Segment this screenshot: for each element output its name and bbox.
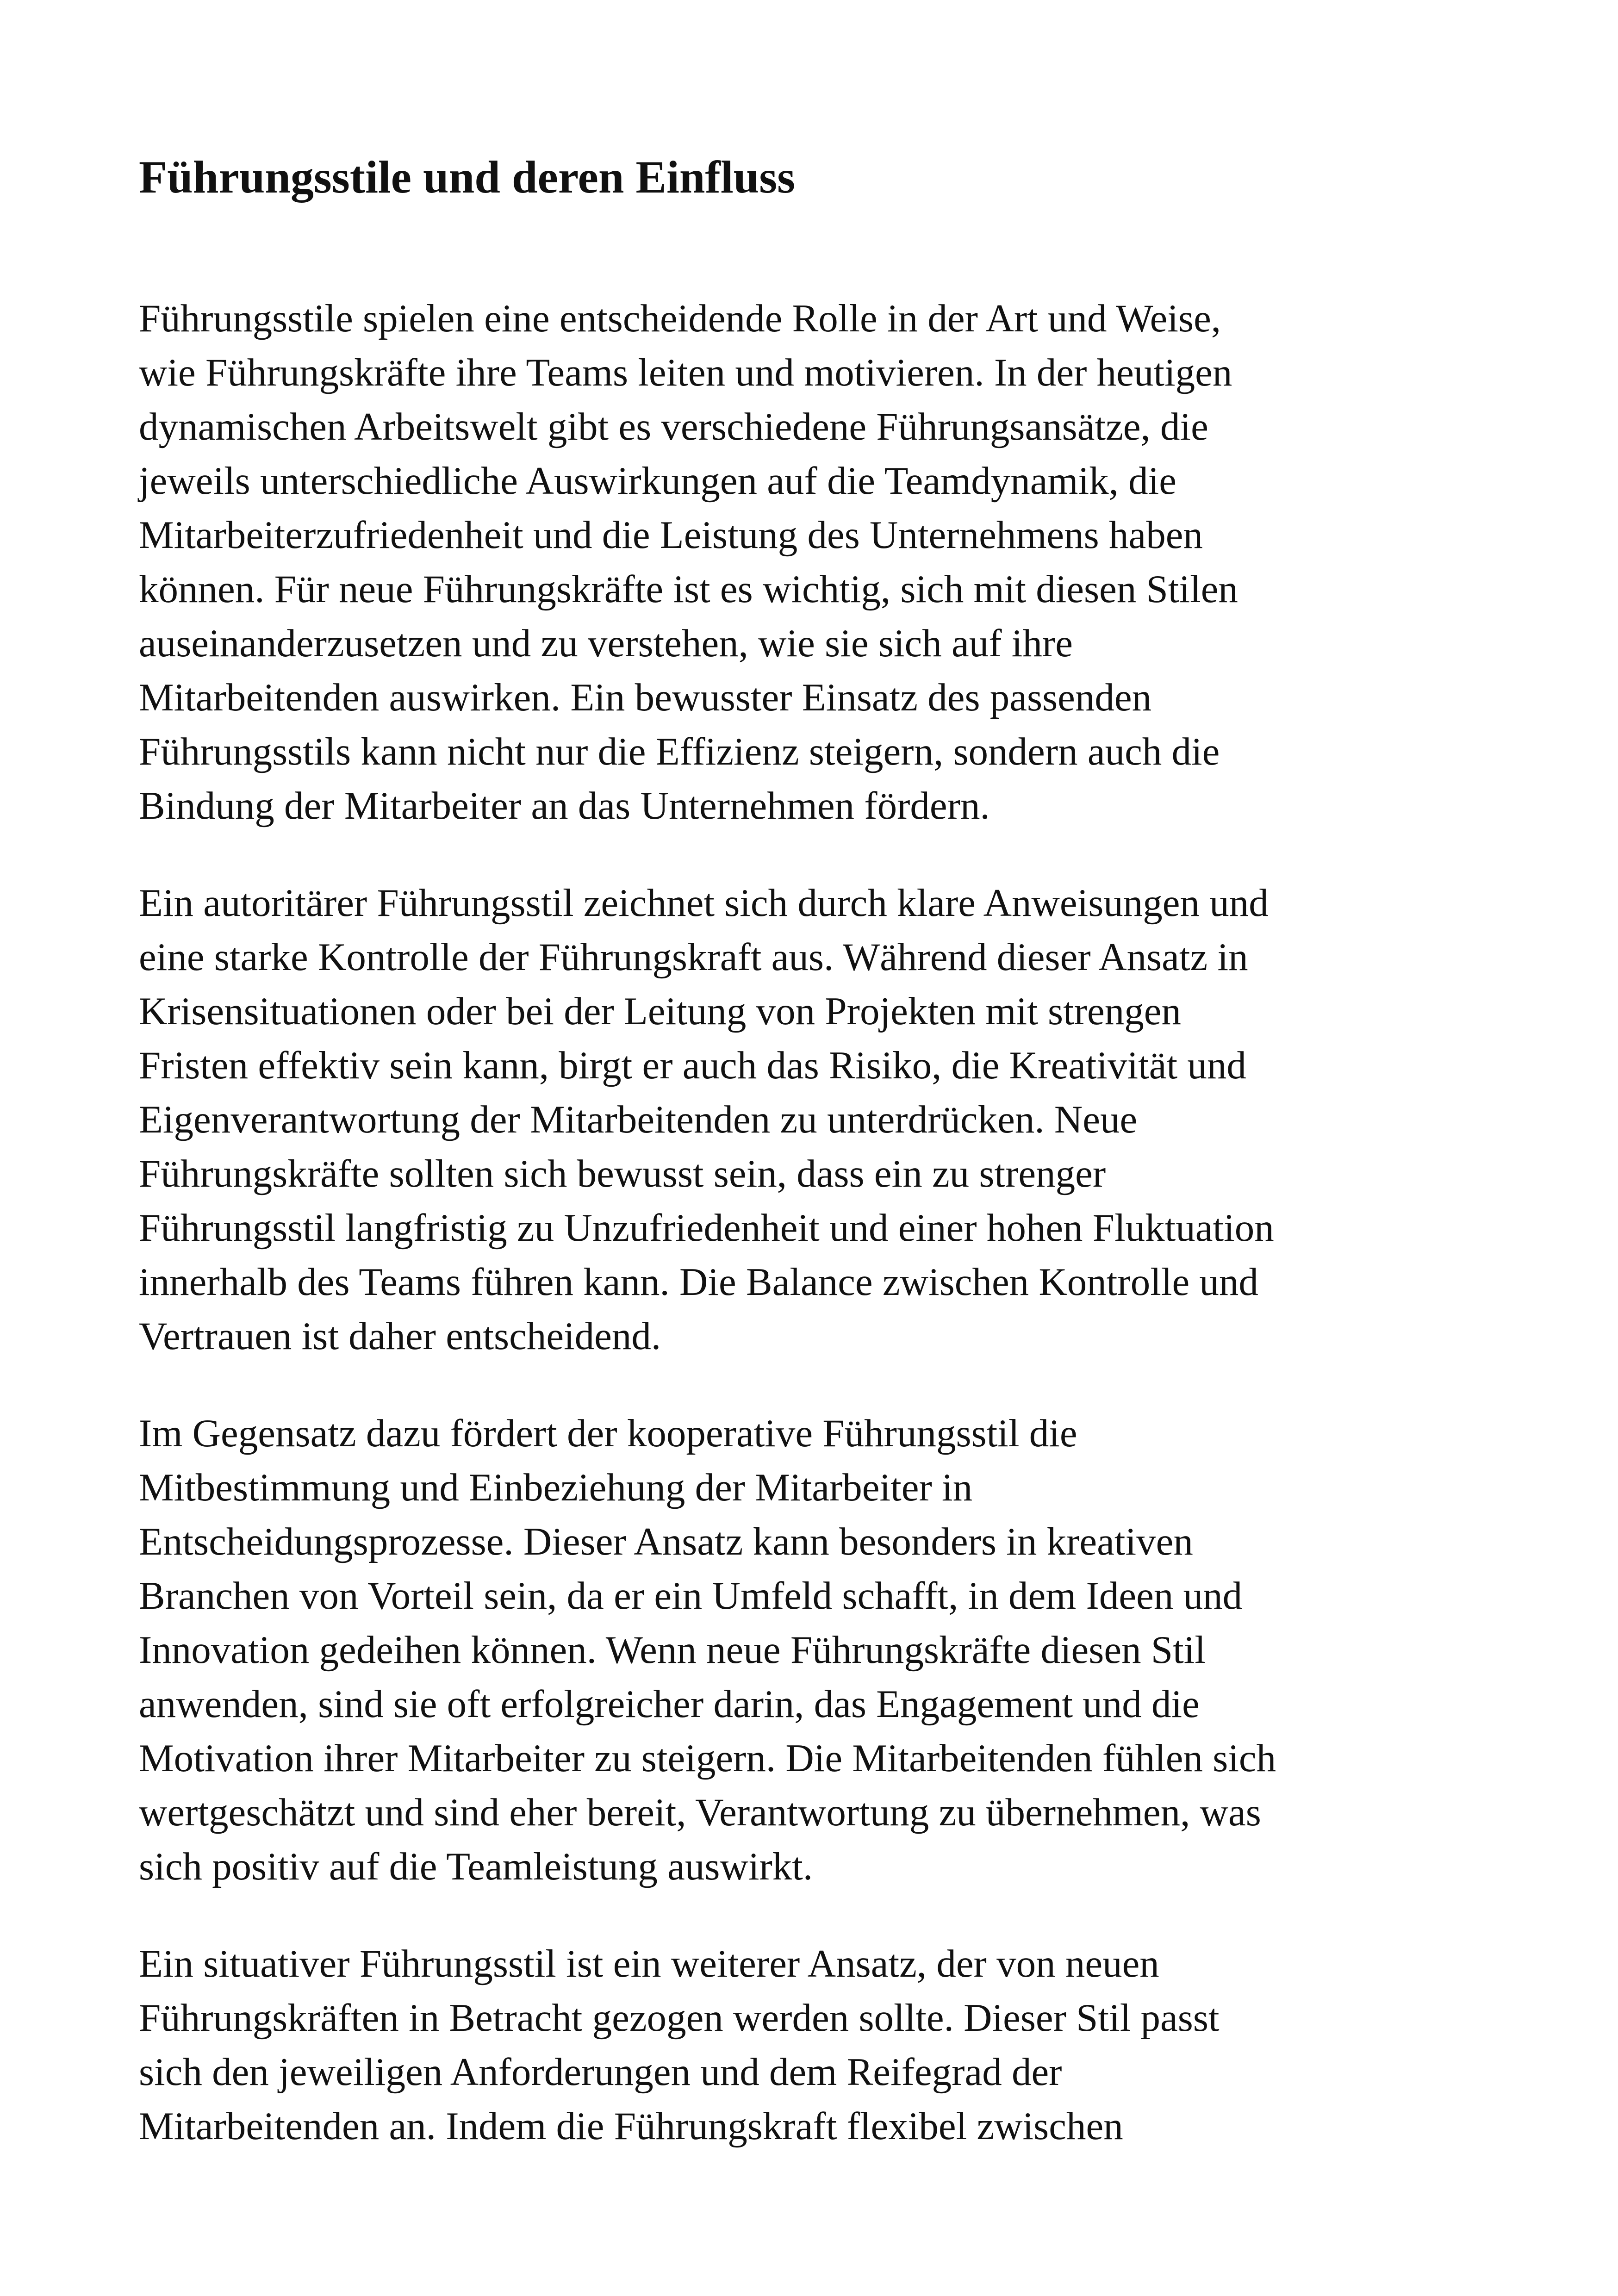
- text-line: innerhalb des Teams führen kann. Die Balance zwischen Kontrolle und: [139, 1260, 1258, 1304]
- text-line: Mitarbeiterzufriedenheit und die Leistung des Unternehmens haben: [139, 513, 1203, 557]
- text-line: Entscheidungsprozesse. Dieser Ansatz kann besonders in kreativen: [139, 1520, 1193, 1563]
- text-line: wie Führungskräfte ihre Teams leiten und motivieren. In der heutigen: [139, 351, 1232, 394]
- text-line: wertgeschätzt und sind eher bereit, Verantwortung zu übernehmen, was: [139, 1791, 1261, 1834]
- text-line: sich den jeweiligen Anforderungen und dem Reifegrad der: [139, 2050, 1062, 2094]
- text-line: Führungsstils kann nicht nur die Effizienz steigern, sondern auch die: [139, 730, 1220, 773]
- text-line: Fristen effektiv sein kann, birgt er auch das Risiko, die Kreativität und: [139, 1044, 1246, 1087]
- text-line: sich positiv auf die Teamleistung auswirkt.: [139, 1845, 813, 1888]
- text-line: Mitarbeitenden auswirken. Ein bewusster Einsatz des passenden: [139, 676, 1152, 719]
- text-line: Motivation ihrer Mitarbeiter zu steigern. Die Mitarbeitenden fühlen sich: [139, 1736, 1276, 1780]
- text-line: anwenden, sind sie oft erfolgreicher darin, das Engagement und die: [139, 1682, 1200, 1726]
- text-line: Führungsstile spielen eine entscheidende Rolle in der Art und Weise,: [139, 297, 1221, 340]
- paragraph-1: [139, 292, 1509, 833]
- text-line: können. Für neue Führungskräfte ist es wichtig, sich mit diesen Stilen: [139, 567, 1238, 611]
- paragraph-2: [139, 876, 1509, 1363]
- text-line: Vertrauen ist daher entscheidend.: [139, 1314, 661, 1358]
- text-line: Führungskräfte sollten sich bewusst sein, dass ein zu strenger: [139, 1152, 1106, 1195]
- text-line: Branchen von Vorteil sein, da er ein Umfeld schafft, in dem Ideen und: [139, 1574, 1243, 1618]
- text-line: Innovation gedeihen können. Wenn neue Führungskräfte diesen Stil: [139, 1628, 1206, 1672]
- text-line: Krisensituationen oder bei der Leitung von Projekten mit strengen: [139, 989, 1181, 1033]
- text-line: Im Gegensatz dazu fördert der kooperative Führungsstil die: [139, 1412, 1077, 1455]
- text-line: jeweils unterschiedliche Auswirkungen auf die Teamdynamik, die: [139, 459, 1176, 503]
- document-body: [139, 292, 1509, 2153]
- document-title: Führungsstile und deren Einfluss: [139, 151, 796, 203]
- document-content: [139, 147, 1509, 2196]
- text-line: dynamischen Arbeitswelt gibt es verschiedene Führungsansätze, die: [139, 405, 1208, 448]
- text-line: Führungsstil langfristig zu Unzufriedenheit und einer hohen Fluktuation: [139, 1206, 1274, 1250]
- text-line: Führungskräften in Betracht gezogen werden sollte. Dieser Stil passt: [139, 1996, 1220, 2040]
- text-line: Ein autoritärer Führungsstil zeichnet sich durch klare Anweisungen und: [139, 881, 1269, 925]
- text-line: Eigenverantwortung der Mitarbeitenden zu unterdrücken. Neue: [139, 1098, 1138, 1141]
- text-line: Bindung der Mitarbeiter an das Unternehmen fördern.: [139, 784, 990, 828]
- text-line: eine starke Kontrolle der Führungskraft aus. Während dieser Ansatz in: [139, 935, 1248, 979]
- text-line: auseinanderzusetzen und zu verstehen, wie sie sich auf ihre: [139, 622, 1073, 665]
- text-line: Ein situativer Führungsstil ist ein weiterer Ansatz, der von neuen: [139, 1942, 1159, 1985]
- paragraph-4: [139, 1937, 1509, 2153]
- text-line: Mitarbeitenden an. Indem die Führungskraft flexibel zwischen: [139, 2104, 1123, 2148]
- text-line: Mitbestimmung und Einbeziehung der Mitarbeiter in: [139, 1466, 973, 1509]
- paragraph-3: [139, 1406, 1509, 1894]
